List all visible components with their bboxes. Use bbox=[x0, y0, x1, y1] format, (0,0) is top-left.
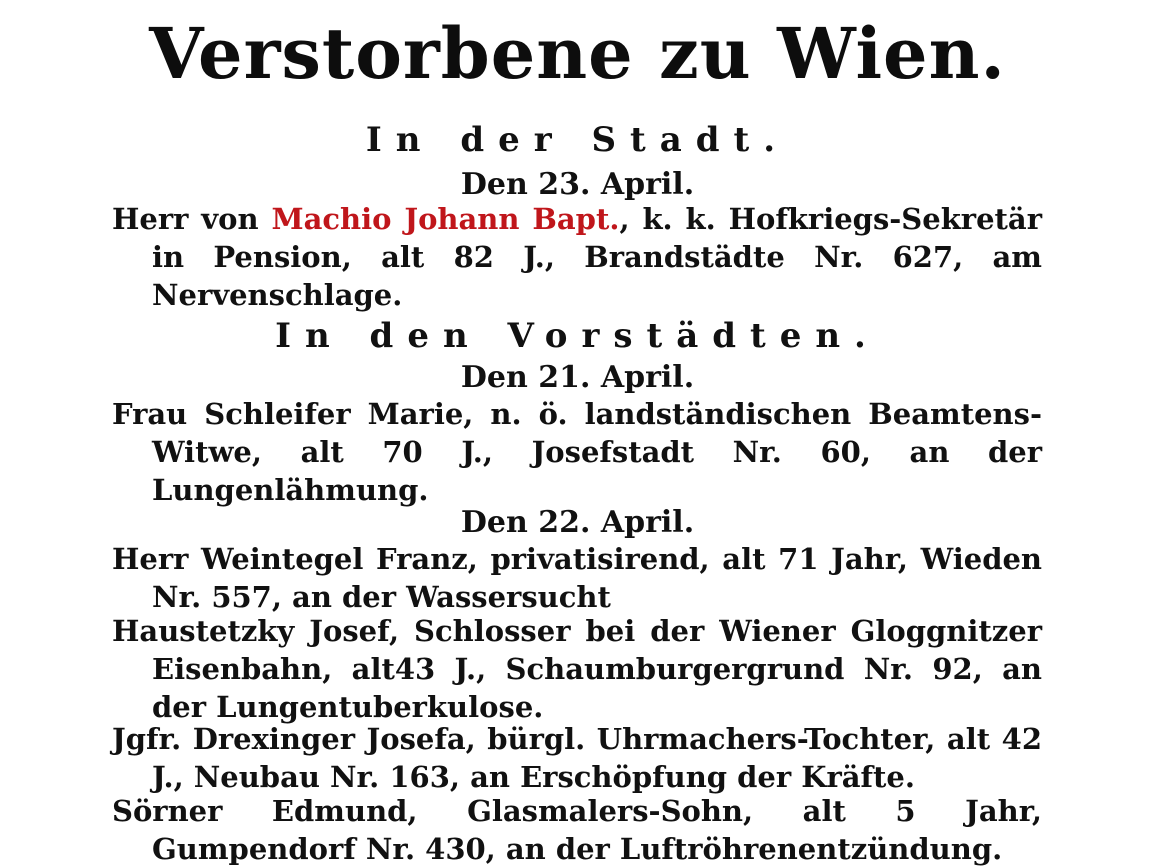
death-notice-soerner: Sörner Edmund, Glasmalers-Sohn, alt 5 Jahr, Gumpendorf Nr. 430, an der Luftröhrenentzündung. bbox=[112, 794, 1042, 866]
date-heading-23-april: Den 23. April. bbox=[460, 167, 695, 202]
entry-prefix: Herr von bbox=[112, 202, 272, 236]
death-notice-machio bbox=[112, 200, 1042, 314]
death-notice-weintegel: Herr Weintegel Franz, privatisirend, alt 71 Jahr, Wieden Nr. 557, an der Wassersucht bbox=[112, 542, 1042, 614]
date-heading-22-april: Den 22. April. bbox=[460, 505, 695, 540]
entry-text: , k. k. Hofkriegs-Sekretär in Pension, alt 82 J., Brandstädte Nr. 627, am Nervenschlage. bbox=[152, 202, 1042, 312]
death-notice-schleifer: Frau Schleifer Marie, n. ö. landständischen Beamtens-Witwe, alt 70 J., Josefstadt Nr. 60, an der Lungenlähmung. bbox=[112, 397, 1042, 507]
death-notice-haustetzky: Haustetzky Josef, Schlosser bei der Wiener Gloggnitzer Eisenbahn, alt43 J., Schaumburgergrund Nr. 92, an der Lungentuberkulose. bbox=[112, 614, 1042, 724]
highlighted-name: Machio Johann Bapt. bbox=[271, 202, 620, 236]
section-heading-stadt: In der Stadt. bbox=[365, 120, 790, 160]
section-heading-vorstaedten: In den Vorstädten. bbox=[275, 316, 880, 356]
date-heading-21-april: Den 21. April. bbox=[460, 360, 695, 395]
page-title: Verstorbene zu Wien. bbox=[149, 12, 1006, 95]
death-notice-drexinger: Jgfr. Drexinger Josefa, bürgl. Uhrmachers-Tochter, alt 42 J., Neubau Nr. 163, an Erschöpfung der Kräfte. bbox=[112, 722, 1042, 794]
